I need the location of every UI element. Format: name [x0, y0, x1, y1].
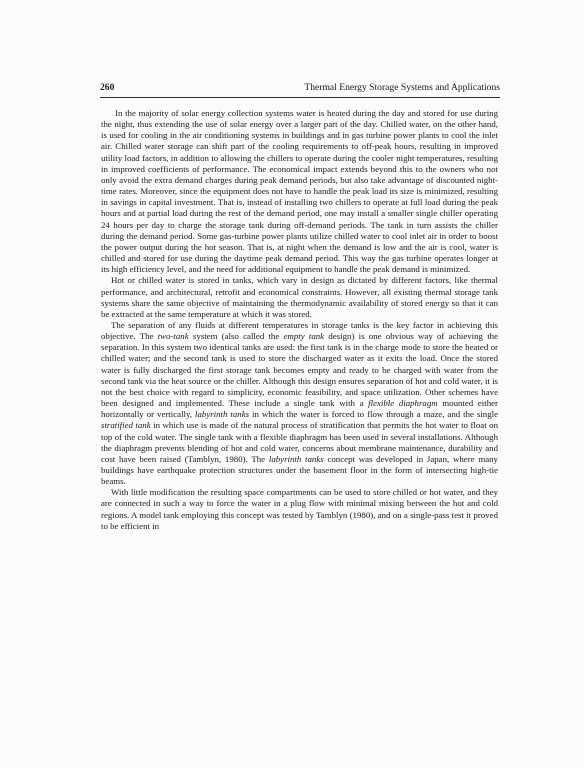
- italic-term: labyrinth tanks: [268, 453, 324, 464]
- text-segment: In the majority of solar energy collection systems water is heated during the day and stored for use during the night, thus extending the use of solar energy over a larger part of the day. Chilled water, on the other hand, is used for cooling in the air conditioning systems in buildings and in gas turbine power plants to cool the inlet air. Chilled water storage can shift part of the cooling requirements to off-peak hours, resulting in improved utility load factors, in addition to allowing the chillers to operate during the cooler night temperatures, resulting in improved coefficients of performance. The economical impact extends beyond this to the owners who not only avoid the extra demand charges during peak demand periods, but also take advantage of discounted night-time rates. Moreover, since the equipment does not have to handle the peak load its size is minimized, resulting in savings in capital investment. That is, instead of installing two chillers to operate at full load during the peak hours and at partial load during the rest of the demand period, one may install a smaller single chiller operating 24 hours per day to charge the storage tank during off-demand periods. The tank in turn assists the chiller during the demand period. Some gas-turbine power plants utilize chilled water to cool inlet air in order to boost the power output during the hot season. That is, at night when the demand is low and the air is cool, water is chilled and stored for use during the daytime peak demand period. This way the gas turbine operates longer at its high efficiency level, and the need for additional equipment to handle the peak demand is minimized.: [101, 108, 498, 275]
- paragraph-storage-tanks: [101, 275, 498, 320]
- text-segment: system (also called the: [188, 331, 284, 342]
- page-header: [100, 82, 500, 96]
- text-segment: With little modification the resulting space compartments can be used to store chilled or hot water, and they are connected in such a way to force the water in a plug flow with minimal mixing between the hot and cold regions. A model tank employing this concept was tested by Tamblyn (1980), and on a single-pass test it proved to be efficient in: [101, 487, 498, 531]
- text-segment: concept was developed in Japan, where many buildings have earthquake protection structures under the basement floor in the form of intersecting high-tie beams.: [101, 453, 498, 487]
- italic-term: stratified tank: [101, 420, 151, 431]
- text-segment: The separation of any fluids at different temperatures in storage tanks is the key factor in achieving this objective. The: [101, 319, 498, 342]
- italic-term: labyrinth tanks: [195, 409, 250, 420]
- paragraph-fluid-separation: [101, 320, 498, 487]
- italic-term: flexible diaphragm: [368, 398, 438, 409]
- text-segment: in which the water is forced to flow through a maze, and the single: [249, 409, 499, 420]
- italic-term: empty tank: [283, 331, 325, 342]
- page-number: 260: [100, 82, 115, 93]
- running-title: Thermal Energy Storage Systems and Applications: [304, 82, 500, 93]
- text-segment: design) is one obvious way of achieving the separation. In this system two identical tanks are used: the first tank is in the charge mode to store the heated or chilled water; and the second tank is used to store the discharged water as it exits the load. Once the stored water is fully discharged the first storage tank becomes empty and ready to be charged with water from the second tank via the heat source or the chiller. Although this design ensures separation of hot and cold water, it is not the best choice with regard to simplicity, economic feasibility, and space utilization. Other schemes have been designed and implemented. These include a single tank with a: [101, 331, 499, 409]
- italic-term: two-tank: [157, 331, 189, 342]
- text-segment: Hot or chilled water is stored in tanks, which vary in design as dictated by different factors, like thermal performance, and architectural, retrofit and economical constraints. However, all existing thermal storage tank systems share the same objective of maintaining the thermodynamic availability of stored energy so that it can be extracted at the same temperature at which it was stored.: [101, 275, 498, 319]
- body-text: [101, 107, 498, 532]
- paragraph-compartments: [101, 487, 498, 532]
- paragraph-solar-and-chilled-water: [101, 108, 498, 275]
- header-rule: [100, 97, 500, 98]
- text-segment: in which use is made of the natural process of stratification that permits the hot water to float on top of the cold water. The single tank with a flexible diaphragm has been used in several installations. Although the diaphragm prevents blending of hot and cold water, concerns about membrane maintenance, durability and cost have been raised (Tamblyn, 1980). The: [101, 420, 499, 464]
- text-segment: mounted either horizontally or vertically,: [101, 398, 498, 420]
